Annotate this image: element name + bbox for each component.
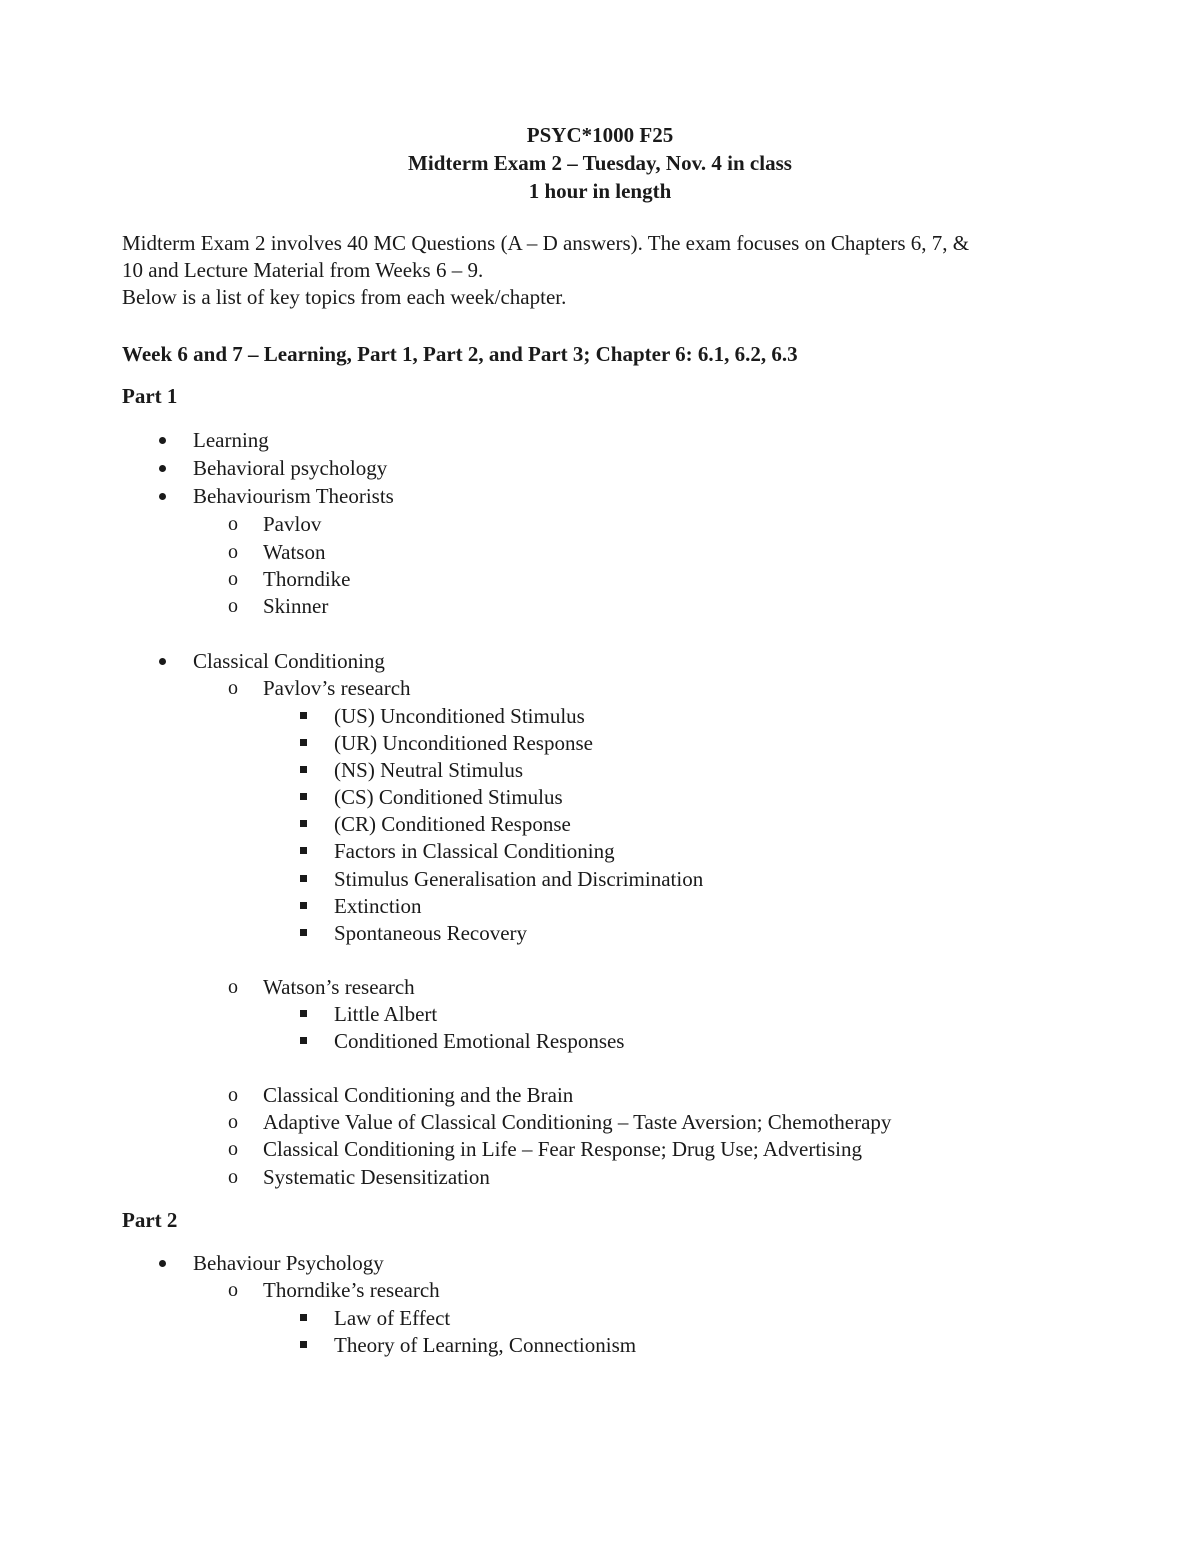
list-item: Stimulus Generalisation and Discrimination	[334, 867, 704, 891]
list-item: Factors in Classical Conditioning	[334, 839, 615, 863]
bullet-circle-icon: o	[228, 1111, 238, 1133]
bullet-square-icon	[300, 1010, 307, 1017]
list-item: (CR) Conditioned Response	[334, 812, 571, 836]
bullet-circle-icon: o	[228, 677, 238, 699]
list-item: Watson’s research	[263, 975, 415, 999]
list-item: Skinner	[263, 594, 329, 618]
bullet-square-icon	[300, 847, 307, 854]
list-item: Watson	[263, 540, 326, 564]
list-item: Classical Conditioning in Life – Fear Response; Drug Use; Advertising	[263, 1137, 863, 1161]
list-item: Theory of Learning, Connectionism	[334, 1333, 637, 1357]
list-item: Extinction	[334, 894, 422, 918]
bullet-square-icon	[300, 875, 307, 882]
bullet-square-icon	[300, 929, 307, 936]
bullet-dot-icon	[159, 493, 166, 500]
intro-paragraph	[122, 230, 1082, 311]
list-item: Little Albert	[334, 1002, 438, 1026]
list-item: Learning	[193, 428, 269, 452]
intro-line-3: Below is a list of key topics from each week/chapter.	[122, 285, 567, 309]
list-item: Pavlov’s research	[263, 676, 411, 700]
list-item: (US) Unconditioned Stimulus	[334, 704, 585, 728]
list-item: Conditioned Emotional Responses	[334, 1029, 625, 1053]
list-item: Thorndike	[263, 567, 351, 591]
list-item: Classical Conditioning	[193, 649, 385, 673]
bullet-square-icon	[300, 1341, 307, 1348]
course-code: PSYC*1000 F25	[526, 123, 674, 147]
bullet-dot-icon	[159, 465, 166, 472]
list-item: Behaviour Psychology	[193, 1251, 384, 1275]
intro-line-1: Midterm Exam 2 involves 40 MC Questions (A – D answers). The exam focuses on Chapters 6, 7, &	[122, 231, 970, 255]
bullet-square-icon	[300, 793, 307, 800]
list-item: (UR) Unconditioned Response	[334, 731, 593, 755]
bullet-circle-icon: o	[228, 1166, 238, 1188]
exam-length: 1 hour in length	[528, 179, 672, 203]
exam-title: Midterm Exam 2 – Tuesday, Nov. 4 in class	[408, 151, 792, 175]
bullet-circle-icon: o	[228, 1279, 238, 1301]
exam-header	[0, 121, 1200, 205]
bullet-square-icon	[300, 902, 307, 909]
bullet-circle-icon: o	[228, 595, 238, 617]
list-item: Systematic Desensitization	[263, 1165, 490, 1189]
bullet-square-icon	[300, 820, 307, 827]
bullet-circle-icon: o	[228, 568, 238, 590]
bullet-circle-icon: o	[228, 1084, 238, 1106]
intro-line-2: 10 and Lecture Material from Weeks 6 – 9.	[122, 258, 484, 282]
list-item: (CS) Conditioned Stimulus	[334, 785, 563, 809]
bullet-square-icon	[300, 712, 307, 719]
list-item: Behaviourism Theorists	[193, 484, 394, 508]
list-item: Law of Effect	[334, 1306, 451, 1330]
bullet-square-icon	[300, 1037, 307, 1044]
list-item: Classical Conditioning and the Brain	[263, 1083, 574, 1107]
part1-heading: Part 1	[122, 384, 178, 408]
bullet-circle-icon: o	[228, 1138, 238, 1160]
bullet-dot-icon	[159, 437, 166, 444]
bullet-circle-icon: o	[228, 513, 238, 535]
bullet-square-icon	[300, 1314, 307, 1321]
bullet-dot-icon	[159, 1260, 166, 1267]
list-item: Behavioral psychology	[193, 456, 388, 480]
list-item: Thorndike’s research	[263, 1278, 440, 1302]
bullet-square-icon	[300, 766, 307, 773]
bullet-circle-icon: o	[228, 976, 238, 998]
bullet-circle-icon: o	[228, 541, 238, 563]
list-item: Pavlov	[263, 512, 322, 536]
list-item: Spontaneous Recovery	[334, 921, 528, 945]
week-heading: Week 6 and 7 – Learning, Part 1, Part 2, and Part 3; Chapter 6: 6.1, 6.2, 6.3	[122, 342, 798, 366]
list-item: Adaptive Value of Classical Conditioning – Taste Aversion; Chemotherapy	[263, 1110, 892, 1134]
list-item: (NS) Neutral Stimulus	[334, 758, 523, 782]
bullet-dot-icon	[159, 658, 166, 665]
bullet-square-icon	[300, 739, 307, 746]
part2-heading: Part 2	[122, 1208, 178, 1232]
